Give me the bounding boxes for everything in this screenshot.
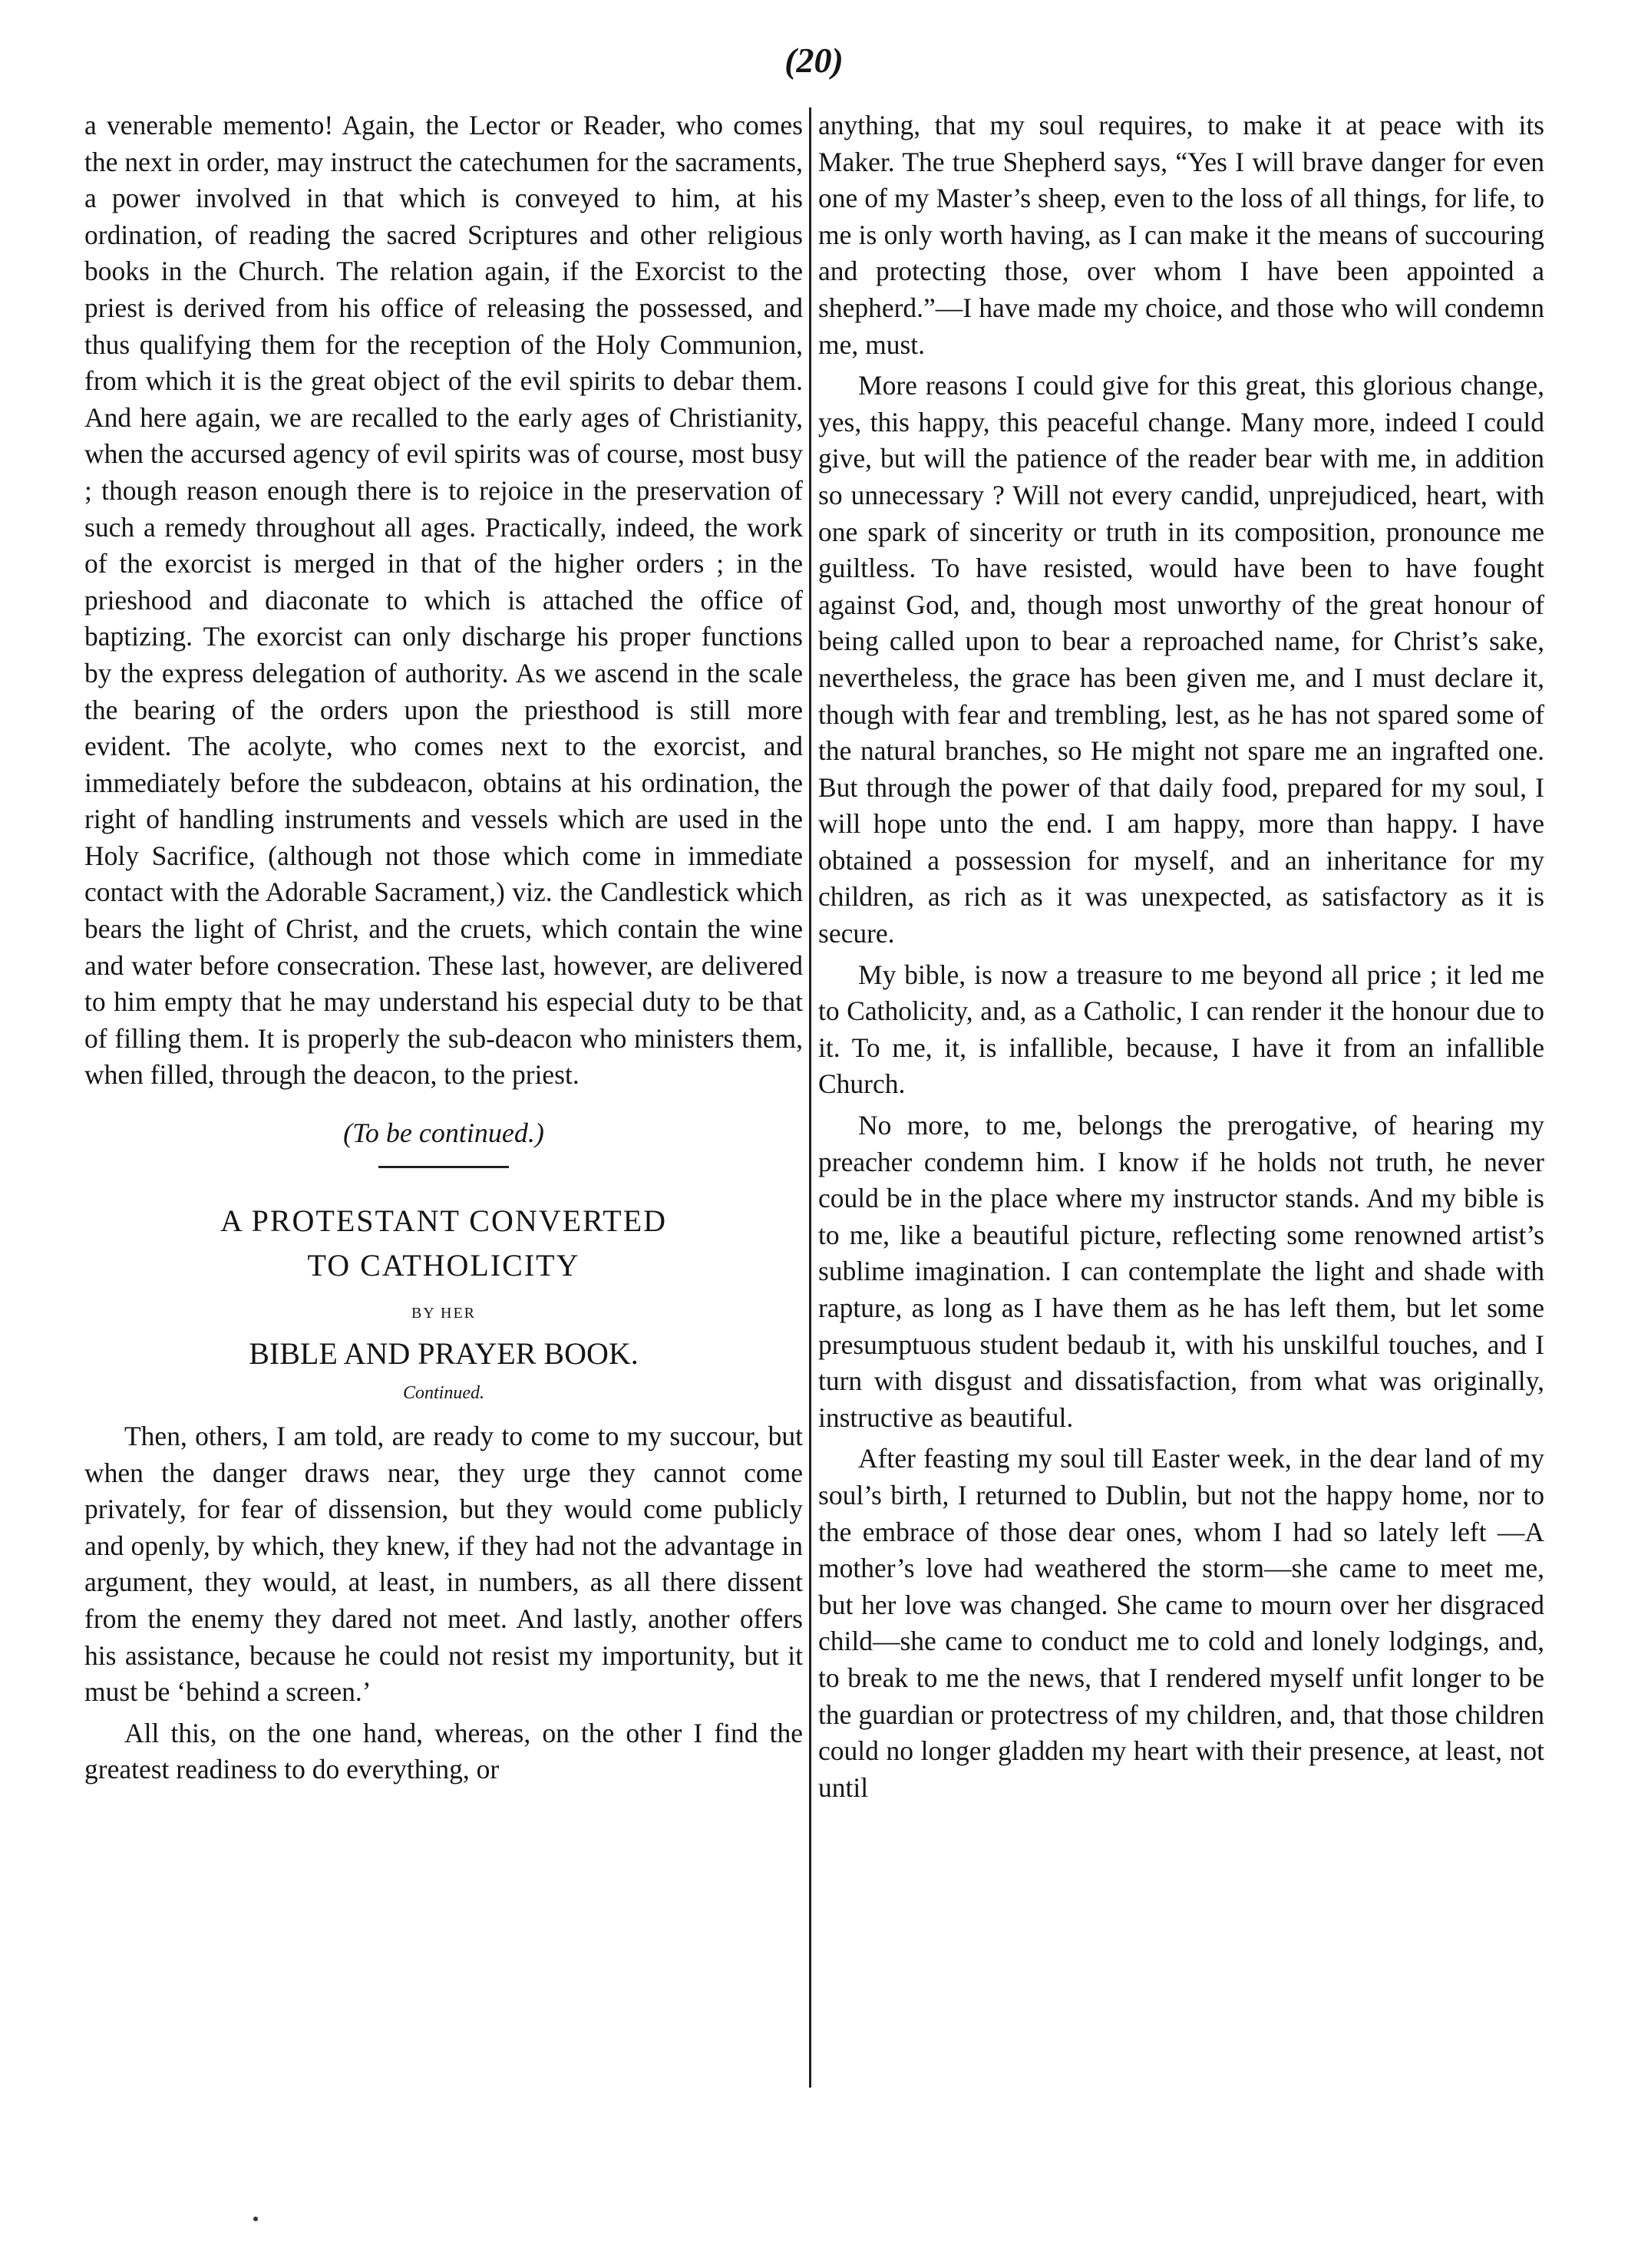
column-divider — [809, 107, 811, 2088]
article-paragraph-2: All this, on the one hand, whereas, on the other I find the greatest readiness to do everything, or — [84, 1717, 803, 1785]
page-number: (20) — [784, 41, 844, 80]
article-paragraph-1: Then, others, I am told, are ready to come to my succour, but when the danger draws near, they urge they cannot come privately, for fear of dissension, but they would come publicly and openly, by which, they knew, if they had not the advantage in argument, they would, at least, in numbers, as all there dissent from the enemy they dared not meet. And lastly, another offers his assistance, because he could not resist my importunity, but it must be ‘behind a screen.’ — [84, 1421, 803, 1708]
right-paragraph-4: No more, to me, belongs the prerogative, of hearing my preacher condemn him. I know if he holds not truth, he never could be in the place where my instructor stands. And my bible is to me, like a beautiful picture, reflecting some renowned artist’s sublime imagination. I can contemplate the light and shade with rapture, as long as I have them as he has left them, but let some presumptuous student bedaub it, with his unskilful touches, and I turn with disgust and dissatisfaction, from what was originally, instructive as beautiful. — [818, 1110, 1544, 1433]
left-column — [84, 107, 803, 2088]
print-speck — [253, 2217, 258, 2221]
to-be-continued-note: (To be continued.) — [343, 1117, 544, 1149]
right-paragraph-3: My bible, is now a treasure to me beyond all price ; it led me to Catholicity, and, as a Catholic, I can render it the honour due to it. To me, it, is infallible, because, I have it from an infallible Church. — [818, 959, 1544, 1100]
left-paragraph-1: a venerable memento! Again, the Lector or Reader, who comes the next in order, may instruct the catechumen for the sacraments, a power involved in that which is conveyed to him, at his ordination, of reading the sacred Scriptures and other religious books in the Church. The relation again, if the Exorcist to the priest is derived from his office of releasing the possessed, and thus qualifying them for the reception of the Holy Communion, from which it is the great object of the evil spirits to debar them. And here again, we are recalled to the early ages of Christianity, when the accursed agency of evil spirits was of course, most busy ; though reason enough there is to rejoice in the preservation of such a remedy throughout all ages. Practically, indeed, the work of the exorcist is merged in that of the higher orders ; in the prieshood and diaconate to which is attached the office of baptizing. The exorcist can only discharge his proper functions by the express delegation of authority. As we ascend in the scale the bearing of the orders upon the priesthood is still more evident. The acolyte, who comes next to the exorcist, and immediately before the subdeacon, obtains at his ordination, the right of handling instruments and vessels which are used in the Holy Sacrifice, (although not those which come in immediate contact with the Adorable Sacrament,) viz. the Candlestick which bears the light of Christ, and the cruets, which contain the wine and water before consecration. These last, however, are delivered to him empty that he may understand his especial duty to be that of filling them. It is properly the sub-deacon who ministers them, when filled, through the deacon, to the priest. — [84, 110, 803, 1091]
right-column — [818, 107, 1544, 2088]
article-title-line-2: TO CATHOLICITY — [307, 1248, 580, 1283]
section-divider — [378, 1166, 509, 1168]
right-paragraph-1: anything, that my soul requires, to make it at peace with its Maker. The true Shepherd says, “Yes I will brave danger for even one of my Master’s sheep, even to the loss of all things, for life, to me is only worth having, as I can make it the means of succouring and protecting those, over whom I have been appointed a shepherd.”—I have made my choice, and those who will condemn me, must. — [818, 110, 1544, 360]
right-paragraph-2: More reasons I could give for this great, this glorious change, yes, this happy, this peaceful change. Many more, indeed I could give, but will the patience of the reader bear with me, in addition so unnecessary ? Will not every candid, unprejudiced, heart, with one spark of sincerity or truth in its composition, pronounce me guiltless. To have resisted, would have been to have fought against God, and, though most unworthy of the great honour of being called upon to bear a reproached name, for Christ’s sake, nevertheless, the grace has been given me, and I must declare it, though with fear and trembling, lest, as he has not spared some of the natural branches, so He might not spare me an ingrafted one. But through the power of that daily food, prepared for my soul, I will hope unto the end. I am happy, more than happy. I have obtained a possession for myself, and an inheritance for my children, as rich as it was unexpected, as satisfactory as it is secure. — [818, 370, 1544, 949]
article-title-line-1: A PROTESTANT CONVERTED — [220, 1203, 668, 1239]
right-paragraph-5: After feasting my soul till Easter week, in the dear land of my soul’s birth, I returned to Dublin, but not the happy home, nor to the embrace of those dear ones, whom I had so lately left —A mother’s love had weathered the storm—she came to meet me, but her love was changed. She came to mourn over her disgraced child—she came to conduct me to cold and lonely lodgings, and, to break to me the news, that I rendered myself unfit longer to be the guardian or protectress of my children, and, that those children could no longer gladden my heart with their presence, at least, not until — [818, 1443, 1544, 1803]
article-continued-label: Continued. — [403, 1383, 484, 1404]
article-subtitle: BIBLE AND PRAYER BOOK. — [249, 1336, 639, 1372]
article-by-line: BY HER — [411, 1305, 477, 1322]
